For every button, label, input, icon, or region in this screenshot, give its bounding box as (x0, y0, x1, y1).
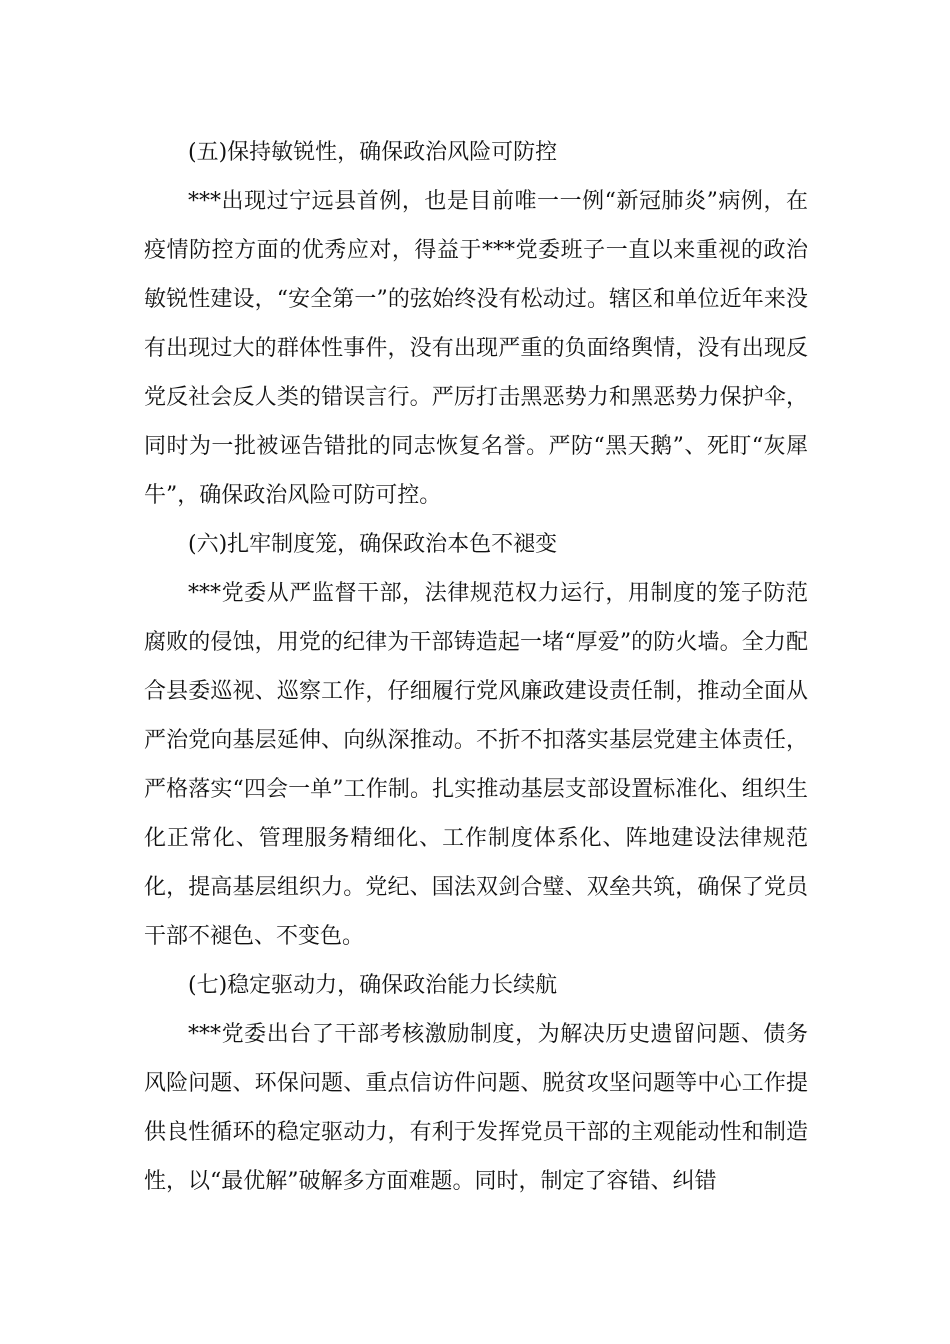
section-heading-7: (七)稳定驱动力，确保政治能力长续航 (188, 973, 558, 998)
section-paragraph-6: ***党委从严监督干部，法律规范权力运行，用制度的笼子防范腐败的侵蚀，用党的纪律为干部铸造起一堵“厚爱”的防火墙。全力配合县委巡视、巡察工作，仔细履行党风廉政建设责任制，推动全面从严治党向基层延伸、向纵深推动。不折不扣落实基层党建主体责任，严格落实“四会一单”工作制。扎实推动基层支部设置标准化、组织生化正常化、管理服务精细化、工作制度体系化、阵地建设法律规范化，提高基层组织力。党纪、国法双剑合璧、双垒共筑，确保了党员干部不褪色、不变色。 (144, 581, 808, 949)
section-paragraph-7: ***党委出台了干部考核激励制度，为解决历史遗留问题、债务风险问题、环保问题、重点信访件问题、脱贫攻坚问题等中心工作提供良性循环的稳定驱动力，有利于发挥党员干部的主观能动性和制造性，以“最优解”破解多方面难题。同时，制定了容错、纠错 (144, 1022, 808, 1194)
document-body (144, 128, 808, 1206)
section-heading-5: (五)保持敏锐性，确保政治风险可防控 (188, 140, 558, 165)
section-paragraph-5: ***出现过宁远县首例，也是目前唯一一例“新冠肺炎”病例，在疫情防控方面的优秀应对，得益于***党委班子一直以来重视的政治敏锐性建设，“安全第一”的弦始终没有松动过。辖区和单位近年来没有出现过大的群体性事件，没有出现严重的负面络舆情，没有出现反党反社会反人类的错误言行。严厉打击黑恶势力和黑恶势力保护伞，同时为一批被诬告错批的同志恢复名誉。严防“黑天鹅”、死盯“灰犀牛”，确保政治风险可防可控。 (144, 189, 808, 508)
section-heading-6: (六)扎牢制度笼，确保政治本色不褪变 (188, 532, 558, 557)
